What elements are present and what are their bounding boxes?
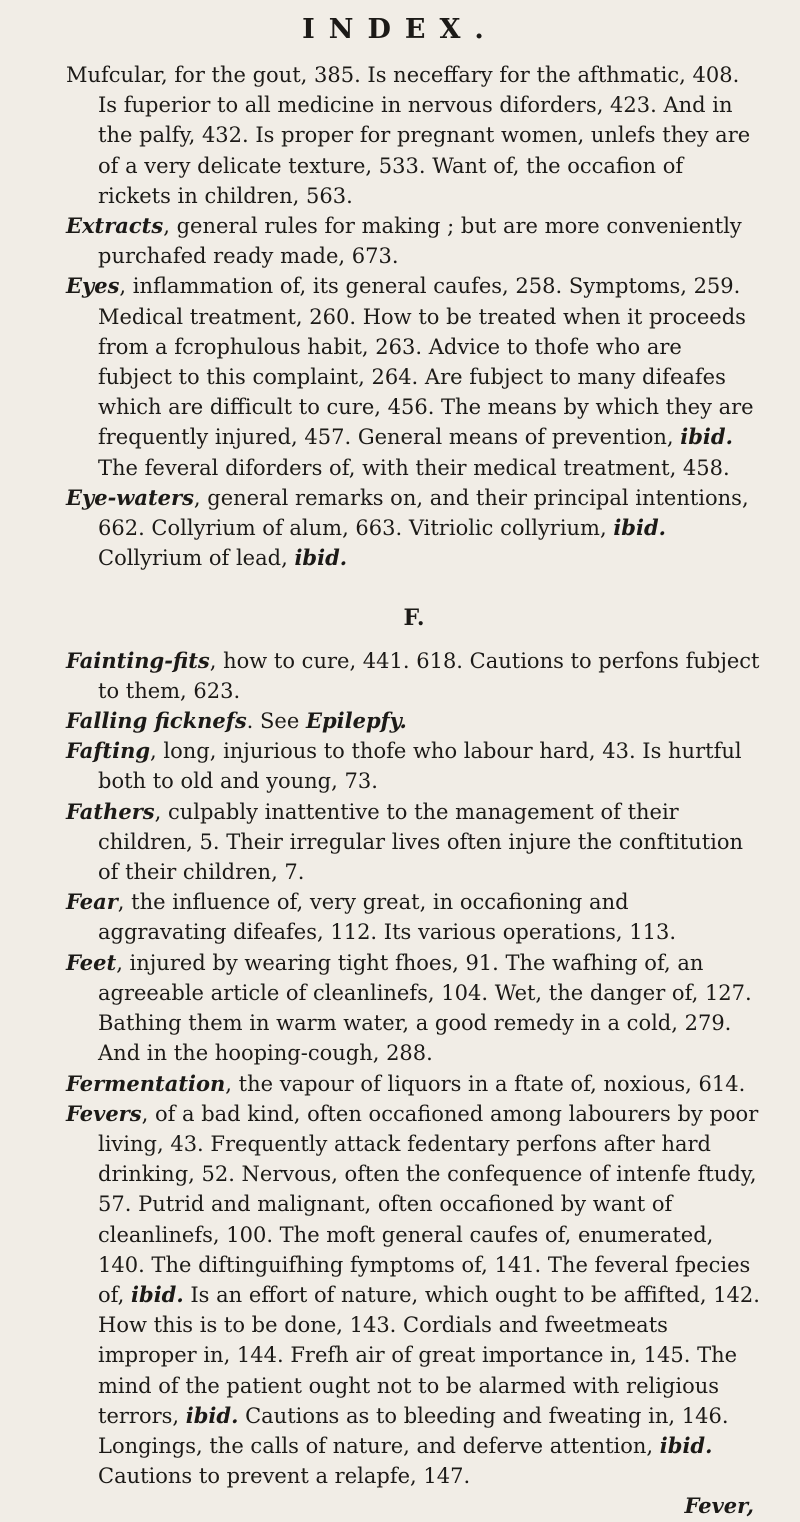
entry-headword: Falling ficknefs — [66, 708, 247, 734]
entry-text: injured by wearing tight fhoes, 91. The wafhing of, an agreeable article of cleanlinefs, 104. Wet, the danger of, 127. Bathing them in warm water, a good remedy in a cold, 279. And in the hooping-cough, 288. — [98, 950, 752, 1066]
entry-text: Collyrium of lead, — [98, 546, 295, 571]
entry-separator: , — [141, 1101, 155, 1126]
entry-separator: , — [150, 739, 164, 764]
entry-separator: , — [163, 214, 177, 239]
index-entry — [66, 736, 762, 796]
entry-separator: , — [116, 950, 130, 975]
entry-text: Cautions to prevent a relapfe, 147. — [98, 1464, 471, 1489]
entry-text: See — [260, 709, 306, 734]
entry-text: inflammation of, its general caufes, 258. Symptoms, 259. Medical treatment, 260. How to be treated when it proceeds from a fcrophulous habit, 263. Advice to thofe who are fubject to this complaint, 264. Are fubject to many difeafes which are difficult to cure, 456. The means by which they are frequently injured, 457. General means of prevention, — [98, 274, 754, 450]
catchword: Fever, — [684, 1493, 754, 1519]
entry-text: The feveral diforders of, with their medical treatment, 458. — [98, 455, 730, 480]
entry-text: Mufcular, for the gout, 385. Is neceffary for the afthmatic, 408. Is fuperior to all medicine in nervous diforders, 423. And in the palfy, 432. Is proper for pregnant women, unlefs they are of a very delicate texture, 533. Want of, the occafion of rickets in children, 563. — [66, 63, 751, 208]
entry-text: Cautions as to bleeding and fweating in, 146. Longings, the calls of nature, and deferve attention, — [98, 1403, 729, 1458]
entry-separator: , — [117, 890, 132, 915]
index-entry — [66, 60, 762, 211]
entry-text: culpably inattentive to the management of their children, 5. Their irregular lives often injure the conftitution of their children, 7. — [98, 799, 744, 885]
entry-separator: , — [209, 648, 224, 673]
entry-separator: , — [193, 485, 208, 510]
entry-text: general rules for making ; but are more conveniently purchafed ready made, 673. — [98, 214, 742, 269]
entry-italic-text: Epilepfy. — [305, 708, 407, 734]
index-entry — [66, 1069, 762, 1099]
index-entry — [66, 887, 762, 947]
entry-separator: , — [225, 1071, 239, 1096]
entry-italic-text: ibid. — [131, 1281, 184, 1307]
section-letter: F. — [403, 605, 425, 632]
entry-text: how to cure, 441. 618. Cautions to perfons fubject to them, 623. — [98, 648, 760, 703]
page-header: INDEX. — [302, 14, 498, 45]
index-entry — [66, 797, 762, 888]
index-entry — [66, 483, 762, 574]
index-entry — [66, 646, 762, 706]
entry-headword: Fevers — [66, 1100, 142, 1126]
index-entry — [66, 706, 762, 736]
entry-headword: Fathers — [66, 798, 155, 824]
entry-text: the influence of, very great, in occafioning and aggravating difeafes, 112. Its various operations, 113. — [98, 890, 677, 945]
entry-headword: Extracts — [66, 213, 164, 239]
entry-text: Is an effort of nature, which ought to be affifted, 142. How this is to be done, 143. Cordials and fweetmeats improper in, 144. Frefh air of great importance in, 145. The mind of the patient ought not to be alarmed with religious terrors, — [98, 1282, 760, 1428]
entry-headword: Feet — [66, 949, 117, 975]
entry-italic-text: ibid. — [659, 1432, 713, 1458]
entries-group-e — [66, 60, 762, 573]
entry-headword: Fermentation — [66, 1070, 226, 1096]
entry-headword: Fainting-fits — [66, 647, 210, 673]
entries-group-f — [66, 646, 762, 1492]
entry-headword: Eyes — [66, 273, 120, 299]
index-entry — [66, 211, 762, 271]
index-entry — [66, 1099, 762, 1492]
entry-headword: Fafting — [66, 738, 151, 764]
entry-headword: Fear — [66, 889, 118, 915]
entry-italic-text: ibid. — [613, 515, 666, 541]
entry-text: long, injurious to thofe who labour hard, 43. Is hurtful both to old and young, 73. — [98, 739, 742, 794]
index-entry — [66, 948, 762, 1069]
entry-headword: Eye-waters — [66, 484, 194, 510]
entry-italic-text: ibid. — [294, 545, 348, 571]
entry-text: general remarks on, and their principal intentions, 662. Collyrium of alum, 663. Vitriolic collyrium, — [98, 485, 749, 541]
entry-text: the vapour of liquors in a ftate of, noxious, 614. — [238, 1071, 746, 1096]
entry-italic-text: ibid. — [680, 424, 733, 450]
index-entry — [66, 271, 762, 482]
entry-separator: , — [154, 799, 168, 824]
entry-text: of a bad kind, often occafioned among labourers by poor living, 43. Frequently attack fedentary perfons after hard drinking, 52. Nervous, often the confequence of intenfe ftudy, 57. Putrid and malignant, often occafioned by want of cleanlinefs, 100. The moft general caufes of, enumerated, 140. The diftinguifhing fymptoms of, 141. The feveral fpecies of, — [98, 1101, 759, 1307]
entry-separator: . — [246, 709, 261, 734]
entry-separator: , — [119, 274, 133, 299]
index-entries — [66, 60, 762, 1522]
entry-italic-text: ibid. — [185, 1402, 239, 1428]
